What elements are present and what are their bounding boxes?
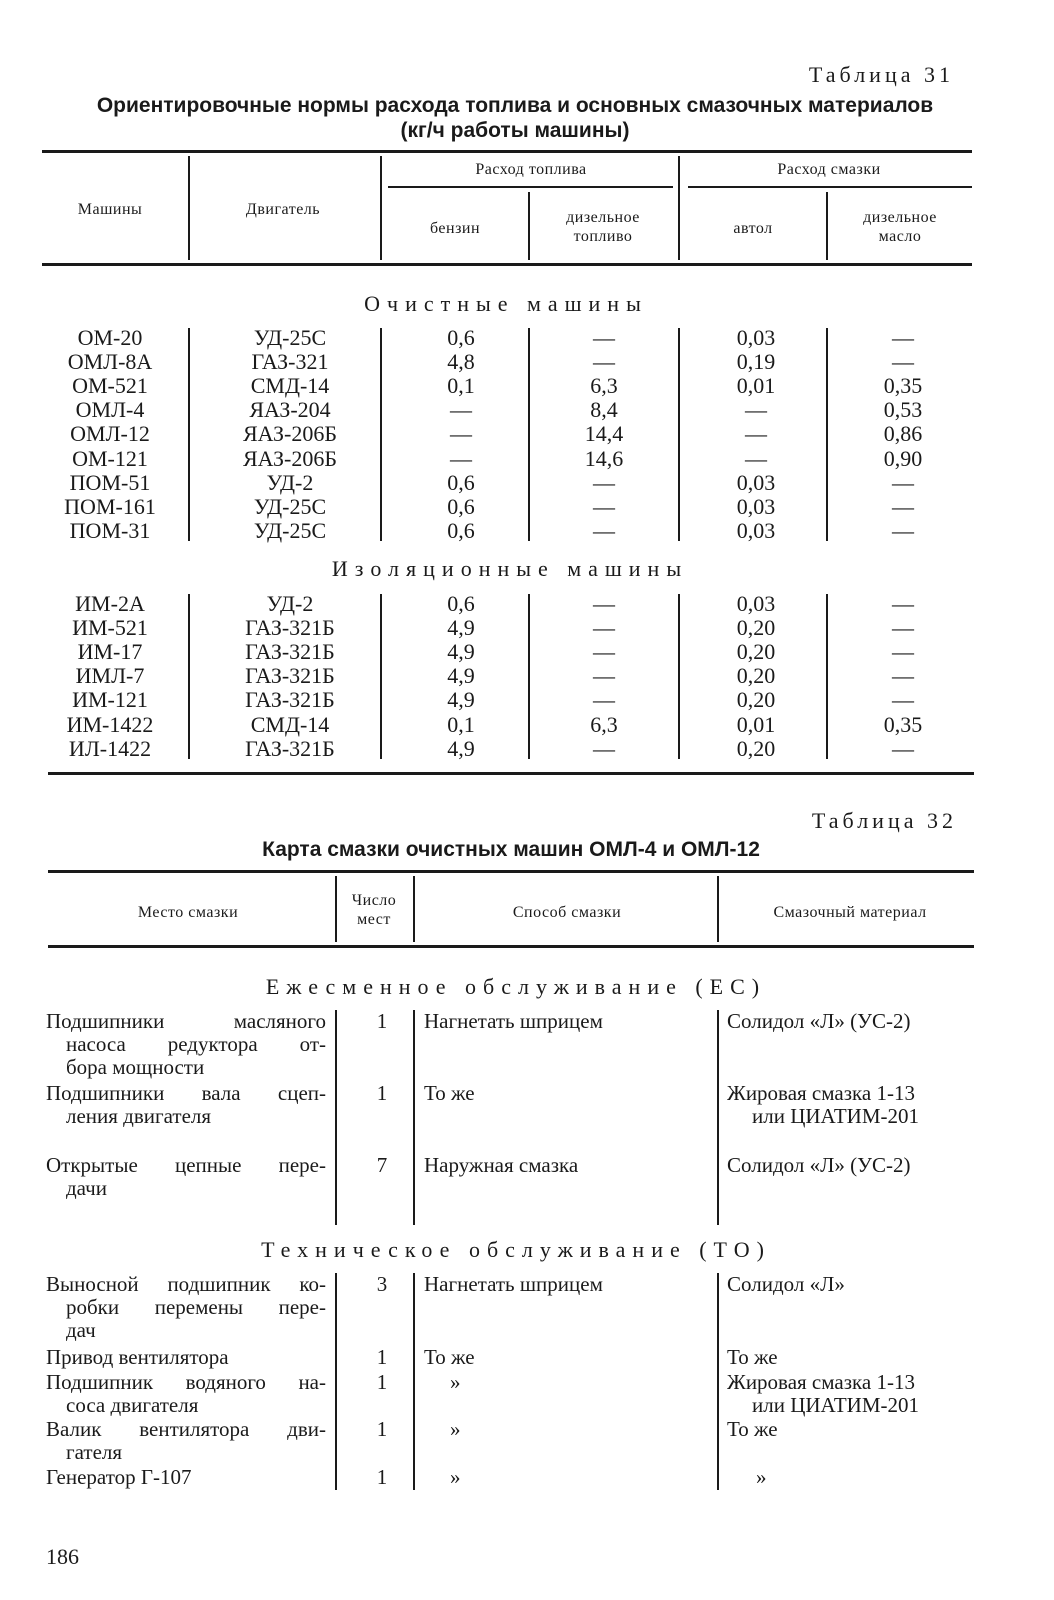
table-cell: 4,8: [447, 349, 475, 375]
header-diesel-oil: дизельное: [863, 209, 937, 226]
table32-header-rule: [48, 945, 974, 948]
table-cell: ОМ-521: [72, 373, 148, 399]
table-cell: —: [450, 397, 472, 423]
lube-method: »: [450, 1465, 461, 1489]
lube-method: То же: [424, 1345, 475, 1369]
header-engine: Двигатель: [245, 201, 321, 218]
table-cell: —: [593, 687, 615, 713]
lube-material: или ЦИАТИМ-201: [752, 1104, 920, 1128]
table-cell: 4,9: [447, 735, 475, 761]
table-cell: —: [892, 517, 914, 543]
table-cell: —: [892, 591, 914, 616]
table-cell: 0,1: [447, 373, 475, 399]
header-divider: [335, 876, 337, 942]
table-cell: 0,01: [736, 373, 776, 399]
column-divider: [528, 328, 530, 541]
table-cell: ОМЛ-12: [70, 421, 150, 447]
table32-top-rule: [48, 870, 974, 873]
table-cell: ПОМ-51: [69, 469, 151, 495]
table-cell: ГАЗ-321: [251, 349, 329, 375]
table-cell: ГАЗ-321Б: [245, 687, 335, 713]
lube-count: 1: [376, 1009, 388, 1033]
table-cell: УД-25С: [253, 517, 327, 543]
table-cell: 0,6: [447, 591, 475, 616]
column-divider: [717, 1010, 719, 1225]
table-cell: —: [892, 325, 914, 350]
table-cell: —: [593, 349, 615, 375]
table-cell: ГАЗ-321Б: [245, 615, 335, 641]
table-cell: ЯАЗ-204: [249, 397, 331, 423]
table-cell: ПОМ-161: [64, 493, 156, 519]
lube-material: Солидол «Л»: [727, 1272, 845, 1296]
table-cell: ИМЛ-7: [75, 663, 145, 689]
lube-count: 1: [376, 1081, 388, 1105]
lube-place: гателя: [66, 1440, 123, 1464]
lube-count: 1: [376, 1345, 388, 1369]
column-divider: [826, 594, 828, 759]
lube-place: Привод вентилятора: [46, 1345, 229, 1369]
table-cell: 0,90: [883, 445, 923, 471]
table-cell: СМД-14: [250, 373, 330, 399]
table31-top-rule: [42, 150, 972, 153]
table-cell: 0,03: [736, 493, 776, 519]
header-petrol: бензин: [429, 220, 481, 237]
header-lube: Расход смазки: [777, 161, 881, 178]
table-cell: —: [745, 445, 767, 471]
header-fuel: Расход топлива: [475, 161, 587, 178]
table-cell: СМД-14: [250, 711, 330, 737]
table-cell: —: [745, 397, 767, 423]
lube-material: То же: [727, 1417, 778, 1441]
table-cell: 4,9: [447, 687, 475, 713]
column-divider: [188, 328, 190, 541]
table-cell: 0,20: [736, 615, 776, 641]
table-cell: ИМ-2А: [75, 591, 145, 616]
lube-material: Жировая смазка 1-13: [727, 1081, 915, 1105]
table-cell: —: [892, 639, 914, 665]
lube-place: Валик вентилятора дви-: [46, 1417, 326, 1441]
table-cell: 0,35: [883, 373, 923, 399]
lube-place: дачи: [66, 1176, 107, 1200]
lube-material: »: [756, 1465, 767, 1489]
table-cell: УД-2: [266, 591, 314, 616]
table-cell: 0,03: [736, 469, 776, 495]
table-cell: 14,4: [584, 421, 624, 447]
section-title: Очистные машины: [364, 291, 648, 316]
column-divider: [188, 594, 190, 759]
table-cell: —: [892, 735, 914, 761]
table-cell: 0,6: [447, 469, 475, 495]
table-cell: 0,6: [447, 325, 475, 350]
table-cell: 0,35: [883, 711, 923, 737]
header-diesel-oil: масло: [878, 228, 922, 245]
table-cell: 0,1: [447, 711, 475, 737]
table-cell: ИМ-121: [72, 687, 148, 713]
header-autol: автол: [733, 220, 773, 237]
table-cell: 0,03: [736, 325, 776, 350]
section-title: Ежесменное обслуживание (ЕС): [265, 974, 767, 999]
table31-bottom-rule: [48, 772, 974, 775]
section-title: Изоляционные машины: [331, 556, 689, 581]
table32-caption: Таблица 32: [811, 808, 957, 833]
column-divider: [717, 1273, 719, 1490]
table-cell: —: [593, 735, 615, 761]
table-cell: ИЛ-1422: [68, 735, 152, 761]
lube-count: 1: [376, 1370, 388, 1394]
lube-place: Выносной подшипник ко-: [46, 1272, 326, 1296]
table-cell: 0,03: [736, 517, 776, 543]
table-cell: —: [593, 615, 615, 641]
table-cell: 6,3: [590, 711, 618, 737]
table-cell: —: [593, 325, 615, 350]
lube-count: 7: [376, 1153, 388, 1177]
header-place: Место смазки: [137, 904, 239, 921]
header-divider: [188, 156, 190, 260]
table-cell: —: [593, 469, 615, 495]
column-divider: [380, 328, 382, 541]
table-cell: —: [892, 469, 914, 495]
lube-count: 1: [376, 1417, 388, 1441]
header-machines: Машины: [77, 201, 143, 218]
column-divider: [335, 1273, 337, 1490]
table31-header-rule: [42, 263, 972, 266]
lube-place: дач: [66, 1318, 96, 1342]
header-divider: [717, 876, 719, 942]
header-diesel-fuel: дизельное: [566, 209, 640, 226]
lube-place: ления двигателя: [66, 1104, 212, 1128]
lube-material: Жировая смазка 1-13: [727, 1370, 915, 1394]
header-method: Способ смазки: [512, 904, 622, 921]
table-cell: 0,86: [883, 421, 923, 447]
table-cell: ГАЗ-321Б: [245, 663, 335, 689]
table-cell: ОМЛ-8А: [67, 349, 153, 375]
table-cell: 14,6: [584, 445, 624, 471]
header-divider: [528, 192, 530, 260]
table-cell: ИМ-17: [77, 639, 143, 665]
table31-subtitle: (кг/ч работы машины): [400, 119, 630, 142]
table-cell: —: [892, 615, 914, 641]
lube-place: насоса редуктора от-: [66, 1032, 326, 1056]
table-cell: —: [593, 493, 615, 519]
table-cell: —: [892, 349, 914, 375]
table-cell: ЯАЗ-206Б: [243, 445, 337, 471]
header-divider: [826, 192, 828, 260]
lube-material: То же: [727, 1345, 778, 1369]
page-number: 186: [46, 1544, 79, 1569]
lube-count: 3: [376, 1272, 388, 1296]
lube-method: »: [450, 1417, 461, 1441]
lube-place: Генератор Г-107: [46, 1465, 192, 1489]
table-cell: —: [745, 421, 767, 447]
lube-method: То же: [424, 1081, 475, 1105]
lube-method: Нагнетать шприцем: [424, 1009, 603, 1033]
column-divider: [413, 1010, 415, 1225]
table-cell: 0,6: [447, 493, 475, 519]
table-cell: 0,20: [736, 687, 776, 713]
table-cell: ЯАЗ-206Б: [243, 421, 337, 447]
table-cell: 4,9: [447, 639, 475, 665]
table-cell: —: [892, 493, 914, 519]
header-count: мест: [357, 911, 391, 928]
column-divider: [528, 594, 530, 759]
table-cell: 8,4: [590, 397, 618, 423]
table-cell: 6,3: [590, 373, 618, 399]
table-cell: ИМ-1422: [66, 711, 154, 737]
lube-place: Подшипник водяного на-: [46, 1370, 326, 1394]
table-cell: —: [450, 445, 472, 471]
section-title: Техническое обслуживание (ТО): [261, 1237, 771, 1262]
lube-place: Открытые цепные пере-: [46, 1153, 326, 1177]
lube-place: соса двигателя: [66, 1393, 199, 1417]
lube-place: Подшипники вала сцеп-: [46, 1081, 326, 1105]
lube-place: Подшипники масляного: [46, 1009, 326, 1033]
lube-method: Наружная смазка: [424, 1153, 579, 1177]
header-divider: [678, 156, 680, 260]
table-cell: УД-25С: [253, 493, 327, 519]
table-cell: ГАЗ-321Б: [245, 639, 335, 665]
header-diesel-fuel: топливо: [573, 228, 633, 245]
table-cell: 0,01: [736, 711, 776, 737]
table-cell: ПОМ-31: [69, 517, 151, 543]
table-cell: 4,9: [447, 615, 475, 641]
table-cell: —: [892, 663, 914, 689]
table-cell: —: [450, 421, 472, 447]
table-cell: —: [593, 639, 615, 665]
header-material: Смазочный материал: [773, 904, 927, 921]
header-subrule: [688, 186, 972, 188]
lube-method: Нагнетать шприцем: [424, 1272, 603, 1296]
lube-method: »: [450, 1370, 461, 1394]
table-cell: —: [892, 687, 914, 713]
column-divider: [413, 1273, 415, 1490]
table-cell: УД-25С: [253, 325, 327, 350]
table-cell: —: [593, 591, 615, 616]
column-divider: [335, 1010, 337, 1225]
lube-material: Солидол «Л» (УС-2): [727, 1153, 911, 1177]
table-cell: 0,6: [447, 517, 475, 543]
column-divider: [826, 328, 828, 541]
table-cell: 0,03: [736, 591, 776, 616]
header-subrule: [388, 186, 673, 188]
table32-title: Карта смазки очистных машин ОМЛ-4 и ОМЛ-12: [262, 838, 760, 861]
table-cell: ГАЗ-321Б: [245, 735, 335, 761]
lube-material: Солидол «Л» (УС-2): [727, 1009, 911, 1033]
table-cell: 0,19: [736, 349, 776, 375]
table-cell: ОМЛ-4: [75, 397, 145, 423]
column-divider: [678, 328, 680, 541]
table-cell: 0,20: [736, 663, 776, 689]
table-cell: ОМ-20: [77, 325, 143, 350]
lube-material: или ЦИАТИМ-201: [752, 1393, 920, 1417]
table31-caption: Таблица 31: [808, 62, 954, 87]
table-cell: 0,20: [736, 639, 776, 665]
header-count: Число: [351, 892, 397, 909]
column-divider: [678, 594, 680, 759]
header-divider: [380, 156, 382, 260]
table-cell: 0,20: [736, 735, 776, 761]
lube-place: робки перемены пере-: [66, 1295, 326, 1319]
table-cell: УД-2: [266, 469, 314, 495]
table-cell: —: [593, 517, 615, 543]
column-divider: [380, 594, 382, 759]
lube-place: бора мощности: [66, 1055, 205, 1079]
table-cell: ОМ-121: [72, 445, 148, 471]
lube-count: 1: [376, 1465, 388, 1489]
header-divider: [413, 876, 415, 942]
table-cell: —: [593, 663, 615, 689]
table31-title: Ориентировочные нормы расхода топлива и основных смазочных материалов: [96, 94, 934, 117]
table-cell: ИМ-521: [72, 615, 148, 641]
table-cell: 4,9: [447, 663, 475, 689]
table-cell: 0,53: [883, 397, 923, 423]
